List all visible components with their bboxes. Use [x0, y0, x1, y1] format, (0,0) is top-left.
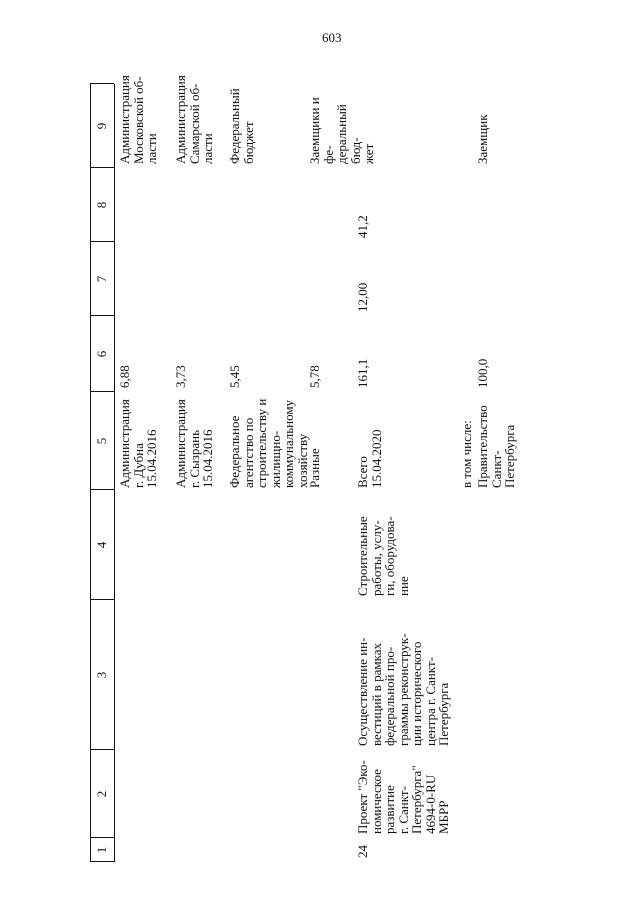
table-cell: 24	[355, 845, 370, 858]
header-col-8: 8	[94, 201, 110, 209]
table-cell: Всего 15.04.2020	[355, 429, 384, 488]
table-cell: Осуществление ин- вестиций в рамках федеральной про- граммы реконструк- ции исторического центра г. Санкт- Петербурга	[355, 633, 451, 746]
table-cell: Строительные работы, услу- ги, оборудова- ние	[355, 516, 411, 596]
table-cell: 6,88	[117, 365, 132, 388]
table-cell: Администрация Самарской об- ласти	[173, 75, 215, 164]
table-cell: Разные	[307, 448, 322, 488]
table-cell: Администрация Московской об- ласти	[117, 75, 159, 164]
rotated-table	[50, 75, 610, 880]
header-col-6: 6	[94, 350, 110, 358]
table-cell: 12,00	[355, 282, 370, 312]
header-col-7: 7	[94, 275, 110, 283]
table-cell: 161,1	[355, 358, 370, 388]
table-cell: Федеральное агентство по строительству и жилищно- коммунальному хозяйству	[227, 398, 310, 488]
header-col-9: 9	[94, 122, 110, 130]
table-cell: 3,73	[173, 365, 188, 388]
table-cell: в том числе:	[459, 420, 474, 488]
header-col-3: 3	[94, 671, 110, 679]
table-cell: 5,78	[307, 365, 322, 388]
table-cell: Проект "Эко- номическое развитие г. Санкт- Петербурга" 4694-0-RU МБРР	[355, 760, 451, 834]
table-cell: Заемщики и фе- деральный бюд- жет	[307, 97, 376, 164]
header-col-1: 1	[94, 846, 110, 854]
header-col-5: 5	[94, 437, 110, 445]
header-col-2: 2	[94, 790, 110, 798]
table-cell: Заемщик	[475, 114, 490, 164]
table-cell: 5,45	[227, 365, 242, 388]
page-number: 603	[322, 30, 342, 45]
table-cell: 41,2	[355, 215, 370, 238]
table-cell: 100,0	[475, 358, 490, 388]
table-cell: Федеральный бюджет	[227, 88, 256, 164]
header-col-4: 4	[94, 541, 110, 549]
table-cell: Администрация г. Сызрань 15.04.2016	[173, 399, 215, 488]
table-header-rule	[114, 84, 115, 862]
table-cell: Правительство Санкт- Петербурга	[475, 405, 517, 488]
table-cell: Администрация г. Дубна 15.04.2016	[117, 399, 159, 488]
